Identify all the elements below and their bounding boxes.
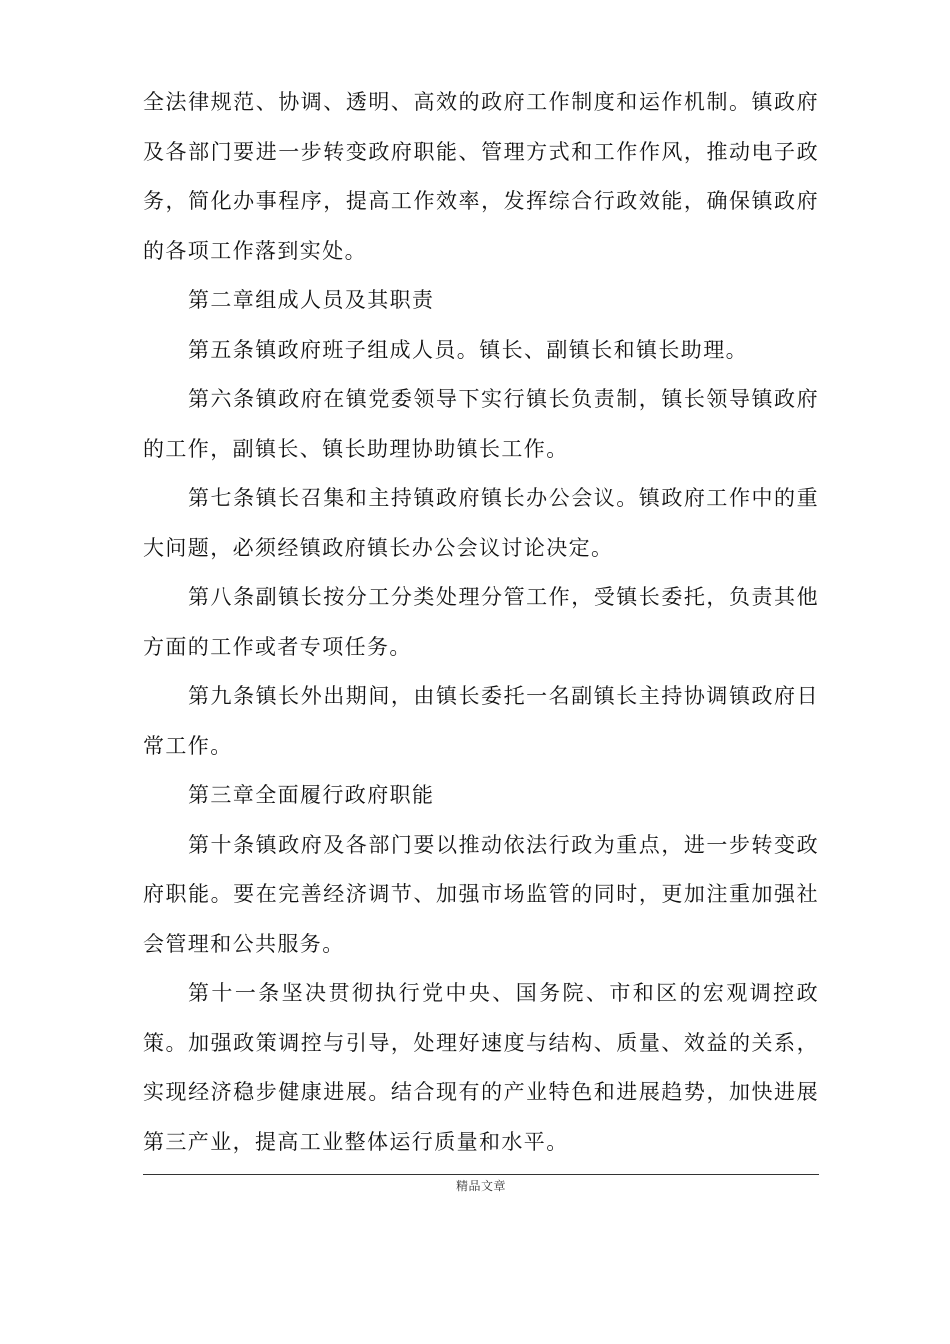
article-6: 第六条镇政府在镇党委领导下实行镇长负责制，镇长领导镇政府的工作，副镇长、镇长助理协助镇长工作。	[143, 387, 819, 461]
paragraph-continuation: 全法律规范、协调、透明、高效的政府工作制度和运作机制。镇政府及各部门要进一步转变政府职能、管理方式和工作作风，推动电子政务，简化办事程序，提高工作效率，发挥综合行政效能，确保镇政府的各项工作落到实处。	[143, 90, 819, 263]
footer-label: 精品文章	[455, 1179, 506, 1193]
footer-divider	[143, 1174, 819, 1175]
chapter-3-heading: 第三章全面履行政府职能	[188, 783, 435, 807]
document-body	[143, 78, 819, 1167]
chapter-2-heading: 第二章组成人员及其职责	[188, 288, 435, 312]
article-9: 第九条镇长外出期间，由镇长委托一名副镇长主持协调镇政府日常工作。	[143, 684, 819, 758]
article-8: 第八条副镇长按分工分类处理分管工作，受镇长委托，负责其他方面的工作或者专项任务。	[143, 585, 819, 659]
article-5: 第五条镇政府班子组成人员。镇长、副镇长和镇长助理。	[188, 337, 748, 362]
article-10: 第十条镇政府及各部门要以推动依法行政为重点，进一步转变政府职能。要在完善经济调节、加强市场监管的同时，更加注重加强社会管理和公共服务。	[143, 832, 819, 956]
article-7: 第七条镇长召集和主持镇政府镇长办公会议。镇政府工作中的重大问题，必须经镇政府镇长办公会议讨论决定。	[143, 486, 819, 560]
article-11: 第十一条坚决贯彻执行党中央、国务院、市和区的宏观调控政策。加强政策调控与引导，处理好速度与结构、质量、效益的关系，实现经济稳步健康进展。结合现有的产业特色和进展趋势，加快进展第三产业，提高工业整体运行质量和水平。	[143, 981, 819, 1154]
